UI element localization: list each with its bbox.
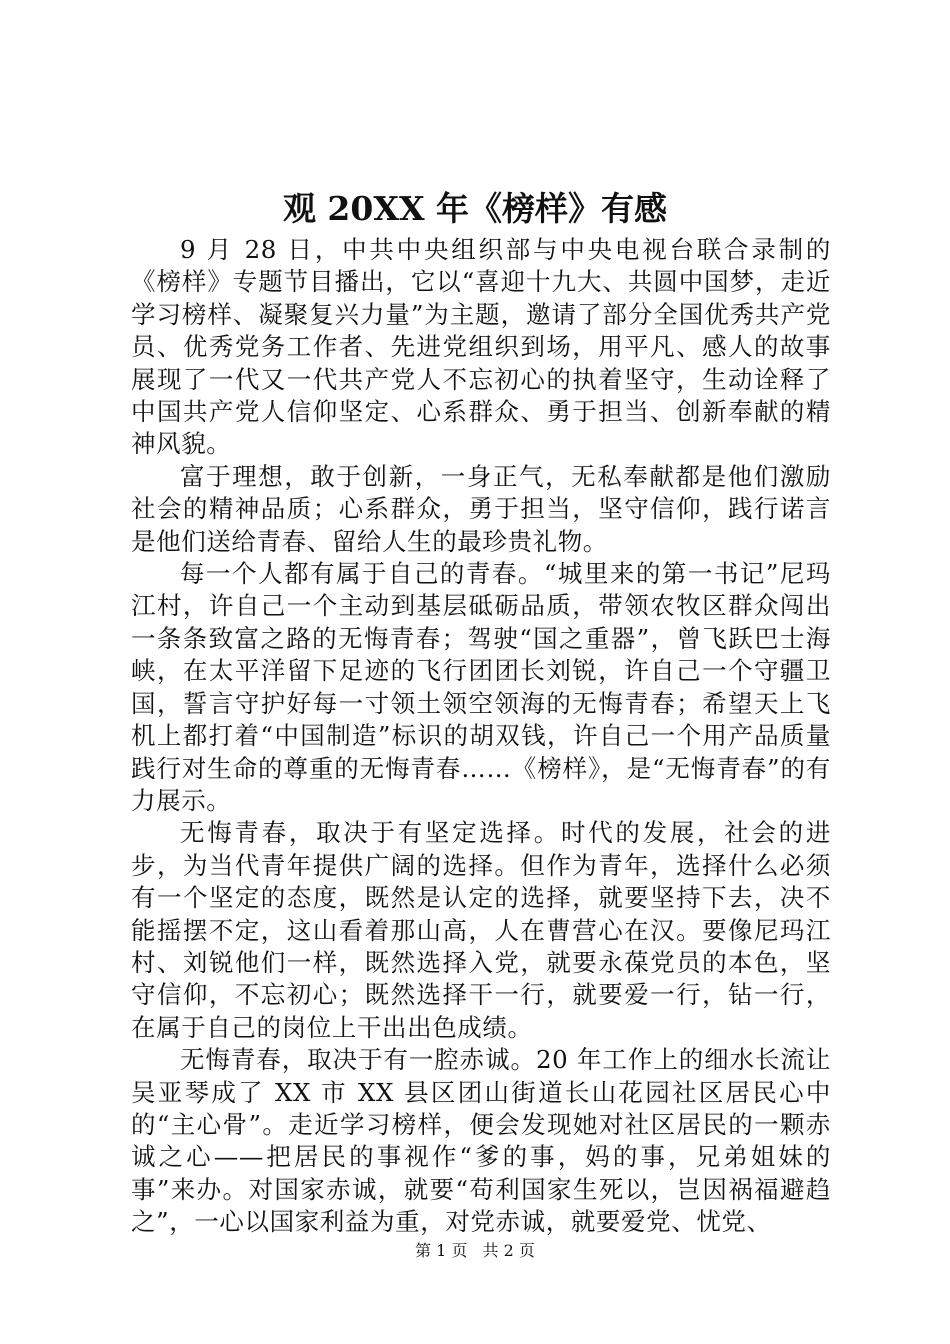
page-count: 共 2 页 <box>482 1241 535 1260</box>
document-body <box>131 234 831 1239</box>
document-title: 观 20XX 年《榜样》有感 <box>282 189 668 228</box>
page-footer <box>0 1240 950 1262</box>
paragraph-1: 9 月 28 日，中共中央组织部与中央电视台联合录制的《榜样》专题节目播出，它以“喜迎十九大、共圆中国梦，走近学习榜样、凝聚复兴力量”为主题，邀请了部分全国优秀共产党员、优秀党务工作者、先进党组织到场，用平凡、感人的故事展现了一代又一代共产党人不忘初心的执着坚守，生动诠释了中国共产党人信仰坚定、心系群众、勇于担当、创新奉献的精神风貌。 <box>131 235 831 459</box>
page-number: 第 1 页 <box>415 1241 468 1260</box>
paragraph-5: 无悔青春，取决于有一腔赤诚。20 年工作上的细水长流让吴亚琴成了 XX 市 XX 县区团山街道长山花园社区居民心中的“主心骨”。走近学习榜样，便会发现她对社区居民的一颗赤诚之心——把居民的事视作“爹的事，妈的事，兄弟姐妹的事”来办。对国家赤诚，就要“苟利国家生死以，岂因祸福避趋之”，一心以国家利益为重，对党赤诚，就要爱党、忧党、 <box>131 1045 831 1237</box>
paragraph-2: 富于理想，敢于创新，一身正气，无私奉献都是他们激励社会的精神品质；心系群众，勇于担当，坚守信仰，践行诺言是他们送给青春、留给人生的最珍贵礼物。 <box>131 461 831 556</box>
paragraph-3: 每一个人都有属于自己的青春。“城里来的第一书记”尼玛江村，许自己一个主动到基层砥砺品质，带领农牧区群众闯出一条条致富之路的无悔青春；驾驶“国之重器”，曾飞跃巴士海峡，在太平洋留下足迹的飞行团团长刘锐，许自己一个守疆卫国，誓言守护好每一寸领土领空领海的无悔青春；希望天上飞机上都打着“中国制造”标识的胡双钱，许自己一个用产品质量践行对生命的尊重的无悔青春……《榜样》，是“无悔青春”的有力展示。 <box>131 559 831 815</box>
paragraph-4: 无悔青春，取决于有坚定选择。时代的发展，社会的进步，为当代青年提供广阔的选择。但作为青年，选择什么必须有一个坚定的态度，既然是认定的选择，就要坚持下去，决不能摇摆不定，这山看着那山高，人在曹营心在汉。要像尼玛江村、刘锐他们一样，既然选择入党，就要永葆党员的本色，坚守信仰，不忘初心；既然选择干一行，就要爱一行，钻一行，在属于自己的岗位上干出出色成绩。 <box>131 818 831 1042</box>
